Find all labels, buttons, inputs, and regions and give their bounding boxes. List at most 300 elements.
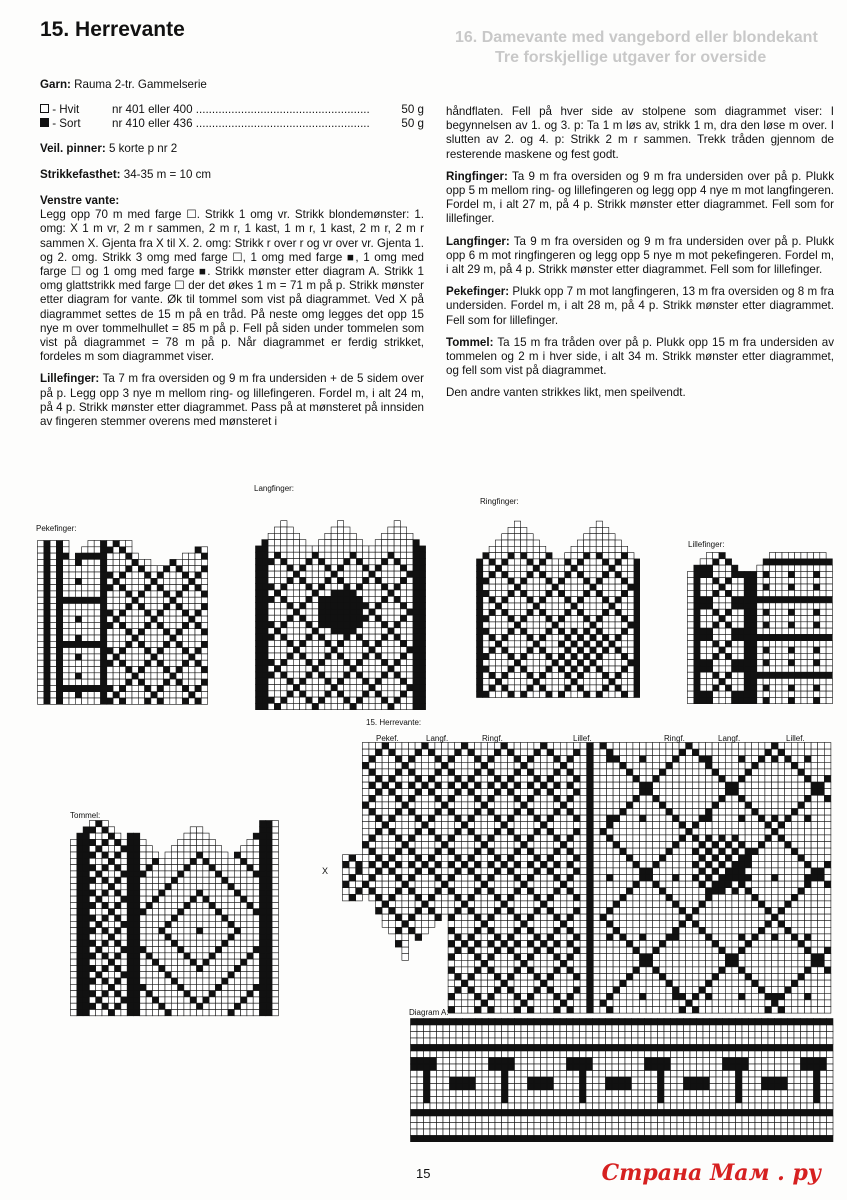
chart-cell: [272, 953, 278, 959]
chart-cell: [565, 565, 571, 571]
chart-cell: [388, 703, 394, 709]
chart-cell: [502, 534, 508, 540]
chart-cell: [763, 590, 769, 596]
chart-cell: [732, 815, 739, 822]
chart-cell: [171, 934, 177, 940]
chart-cell: [692, 769, 699, 776]
chart-cell: [215, 978, 221, 984]
chart-cell: [241, 972, 247, 978]
chart-cell: [96, 965, 102, 971]
chart-cell: [659, 861, 666, 868]
chart-cell: [63, 679, 69, 685]
chart-cell: [814, 597, 820, 603]
chart-cell: [514, 756, 521, 763]
chart-cell: [826, 691, 832, 697]
chart-cell: [300, 596, 306, 602]
chart-cell: [435, 743, 442, 750]
chart-cell: [688, 647, 694, 653]
chart-cell: [628, 559, 634, 565]
chart-cell: [132, 629, 138, 635]
chart-cell: [195, 585, 201, 591]
chart-cell: [138, 667, 144, 673]
chart-cell: [692, 776, 699, 783]
chart-cell: [778, 842, 785, 849]
chart-cell: [319, 647, 325, 653]
chart-cell: [394, 640, 400, 646]
chart-cell: [646, 835, 653, 842]
chart-cell: [382, 584, 388, 590]
chart-cell: [419, 647, 425, 653]
chart-cell: [508, 653, 514, 659]
chart-cell: [83, 871, 89, 877]
chart-cell: [534, 848, 541, 855]
chart-cell: [126, 604, 132, 610]
chart-cell: [621, 685, 627, 691]
chart-cell: [461, 802, 468, 809]
chart-cell: [281, 590, 287, 596]
chart-cell: [293, 546, 299, 552]
chart-cell: [428, 835, 435, 842]
chart-cell: [801, 571, 807, 577]
chart-cell: [407, 552, 413, 558]
chart-cell: [527, 756, 534, 763]
chart-cell: [603, 622, 609, 628]
chart-cell: [407, 609, 413, 615]
chart-cell: [50, 692, 56, 698]
chart-cell: [596, 559, 602, 565]
chart-cell: [178, 959, 184, 965]
chart-cell: [268, 540, 274, 546]
chart-cell: [502, 546, 508, 552]
chart-cell: [428, 782, 435, 789]
chart-cell: [407, 659, 413, 665]
chart-cell: [455, 749, 462, 756]
chart-cell: [215, 997, 221, 1003]
chart-cell: [615, 647, 621, 653]
chart-cell: [268, 546, 274, 552]
chart-cell: [508, 815, 515, 822]
chart-cell: [634, 597, 640, 603]
chart-cell: [502, 666, 508, 672]
chart-cell: [558, 603, 564, 609]
chart-cell: [621, 584, 627, 590]
chart-cell: [502, 603, 508, 609]
chart-cell: [552, 660, 558, 666]
chart-cell: [96, 890, 102, 896]
white-square-icon: [40, 104, 49, 113]
chart-cell: [382, 815, 389, 822]
chart-cell: [337, 628, 343, 634]
chart-cell: [234, 884, 240, 890]
chart-cell: [419, 634, 425, 640]
chart-cell: [415, 802, 422, 809]
chart-cell: [508, 597, 514, 603]
chart-cell: [402, 828, 409, 835]
chart-cell: [115, 991, 121, 997]
chart-cell: [495, 584, 501, 590]
chart-cell: [312, 559, 318, 565]
chart-cell: [134, 965, 140, 971]
chart-cell: [533, 603, 539, 609]
chart-cell: [388, 678, 394, 684]
chart-cell: [71, 865, 77, 871]
chart-cell: [375, 552, 381, 558]
chart-cell: [356, 577, 362, 583]
chart-cell: [428, 756, 435, 763]
chart-cell: [820, 622, 826, 628]
chart-cell: [94, 673, 100, 679]
chart-cell: [209, 909, 215, 915]
chart-cell: [138, 610, 144, 616]
chart-cell: [50, 679, 56, 685]
chart-cell: [501, 861, 508, 868]
chart-cell: [126, 635, 132, 641]
chart-cell: [394, 653, 400, 659]
chart-cell: [107, 610, 113, 616]
chart-cell: [521, 749, 528, 756]
chart-cell: [409, 861, 416, 868]
chart-cell: [732, 679, 738, 685]
chart-cell: [738, 697, 744, 703]
chart-cell: [738, 679, 744, 685]
chart-cell: [765, 842, 772, 849]
chart-cell: [732, 660, 738, 666]
chart-cell: [293, 622, 299, 628]
chart-cell: [165, 978, 171, 984]
chart-cell: [769, 553, 775, 559]
chart-cell: [805, 769, 812, 776]
chart-cell: [409, 776, 416, 783]
chart-cell: [247, 978, 253, 984]
chart-cell: [38, 692, 44, 698]
chart-cell: [344, 672, 350, 678]
chart-cell: [266, 953, 272, 959]
chart-cell: [256, 552, 262, 558]
chart-cell: [376, 868, 383, 875]
yarn-row: [40, 103, 424, 117]
chart-cell: [260, 827, 266, 833]
chart-cell: [495, 616, 501, 622]
chart-cell: [574, 769, 581, 776]
chart-cell: [89, 833, 95, 839]
chart-cell: [483, 559, 489, 565]
chart-cell: [395, 828, 402, 835]
chart-cell: [138, 622, 144, 628]
chart-cell: [805, 861, 812, 868]
chart-cell: [96, 953, 102, 959]
chart-cell: [706, 795, 713, 802]
chart-cell: [287, 653, 293, 659]
chart-cell: [344, 559, 350, 565]
chart-cell: [115, 909, 121, 915]
chart-cell: [395, 822, 402, 829]
chart-cell: [615, 572, 621, 578]
chart-cell: [400, 659, 406, 665]
chart-cell: [182, 692, 188, 698]
chart-cell: [814, 679, 820, 685]
chart-cell: [319, 596, 325, 602]
chart-cell: [778, 762, 785, 769]
chart-cell: [203, 978, 209, 984]
chart-cell: [534, 769, 541, 776]
chart-cell: [344, 685, 350, 691]
chart-cell: [209, 902, 215, 908]
chart-cell: [83, 865, 89, 871]
chart-cell: [281, 552, 287, 558]
chart-cell: [274, 546, 280, 552]
chart-cell: [732, 861, 739, 868]
chart-cell: [71, 846, 77, 852]
chart-cell: [646, 789, 653, 796]
chart-cell: [574, 762, 581, 769]
chart-cell: [331, 703, 337, 709]
chart-cell: [521, 743, 528, 750]
chart-cell: [609, 691, 615, 697]
chart-cell: [540, 635, 546, 641]
chart-cell: [325, 609, 331, 615]
chart-cell: [262, 546, 268, 552]
chart-cell: [791, 835, 798, 842]
chart-cell: [527, 546, 533, 552]
chart-cell: [350, 697, 356, 703]
chart-cell: [189, 641, 195, 647]
chart-cell: [621, 590, 627, 596]
chart-cell: [483, 584, 489, 590]
chart-cell: [615, 672, 621, 678]
chart-cell: [584, 603, 590, 609]
chart-cell: [739, 815, 746, 822]
chart-cell: [527, 769, 534, 776]
chart-cell: [615, 666, 621, 672]
chart-cell: [146, 984, 152, 990]
chart-cell: [178, 858, 184, 864]
chart-cell: [69, 622, 75, 628]
chart-cell: [442, 795, 449, 802]
chart-cell: [306, 559, 312, 565]
chart-cell: [71, 1010, 77, 1016]
chart-cell: [140, 972, 146, 978]
chart-cell: [195, 591, 201, 597]
chart-cell: [77, 890, 83, 896]
chart-cell: [772, 855, 779, 862]
chart-cell: [765, 769, 772, 776]
chart-cell: [182, 622, 188, 628]
chart-cell: [634, 660, 640, 666]
chart-cell: [571, 572, 577, 578]
chart-cell: [413, 647, 419, 653]
chart-cell: [115, 865, 121, 871]
chart-cell: [738, 672, 744, 678]
chart-cell: [489, 572, 495, 578]
chart-cell: [694, 578, 700, 584]
chart-cell: [527, 628, 533, 634]
chart-cell: [253, 940, 259, 946]
chart-cell: [461, 815, 468, 822]
chart-cell: [402, 842, 409, 849]
chart-cell: [688, 679, 694, 685]
chart-cell: [577, 578, 583, 584]
chart-cell: [256, 666, 262, 672]
chart-cell: [362, 835, 369, 842]
chart-cell: [633, 776, 640, 783]
chart-cell: [413, 628, 419, 634]
chart-cell: [574, 868, 581, 875]
chart-cell: [613, 809, 620, 816]
chart-cell: [442, 749, 449, 756]
chart-cell: [331, 640, 337, 646]
chart-cell: [75, 604, 81, 610]
chart-cell: [201, 673, 207, 679]
chart-cell: [75, 597, 81, 603]
chart-cell: [102, 934, 108, 940]
chart-cell: [256, 691, 262, 697]
chart-cell: [89, 884, 95, 890]
chart-cell: [182, 629, 188, 635]
chart-cell: [369, 577, 375, 583]
chart-cell: [468, 861, 475, 868]
chart-cell: [659, 762, 666, 769]
chart-cell: [521, 685, 527, 691]
chart-cell: [107, 547, 113, 553]
chart-cell: [527, 565, 533, 571]
chart-cell: [603, 609, 609, 615]
chart-cell: [356, 590, 362, 596]
chart-cell: [164, 585, 170, 591]
chart-cell: [151, 660, 157, 666]
chart-cell: [814, 628, 820, 634]
chart-cell: [94, 698, 100, 704]
chart-cell: [88, 698, 94, 704]
chart-cell: [609, 653, 615, 659]
chart-cell: [489, 590, 495, 596]
chart-cell: [157, 641, 163, 647]
chart-cell: [256, 590, 262, 596]
chart-cell: [222, 852, 228, 858]
chart-cell: [621, 597, 627, 603]
chart-cell: [571, 546, 577, 552]
chart-cell: [312, 634, 318, 640]
chart-cell: [132, 572, 138, 578]
chart-cell: [621, 647, 627, 653]
chart-cell: [195, 679, 201, 685]
chart-cell: [700, 679, 706, 685]
chart-cell: [281, 640, 287, 646]
chart-cell: [534, 842, 541, 849]
chart-cell: [713, 672, 719, 678]
chart-cell: [719, 789, 726, 796]
chart-cell: [751, 578, 757, 584]
chart-cell: [56, 547, 62, 553]
chart-cell: [494, 855, 501, 862]
chart-cell: [38, 578, 44, 584]
chart-cell: [88, 610, 94, 616]
chart-cell: [121, 865, 127, 871]
chart-cell: [757, 697, 763, 703]
chart-cell: [165, 852, 171, 858]
chart-cell: [209, 1003, 215, 1009]
chart-cell: [126, 616, 132, 622]
chart-cell: [621, 572, 627, 578]
chart-cell: [369, 640, 375, 646]
chart-cell: [203, 846, 209, 852]
chart-cell: [157, 654, 163, 660]
chart-cell: [268, 691, 274, 697]
chart-cell: [400, 622, 406, 628]
chart-cell: [475, 828, 482, 835]
chart-cell: [527, 762, 534, 769]
chart-cell: [801, 590, 807, 596]
chart-cell: [527, 584, 533, 590]
chart-cell: [82, 667, 88, 673]
chart-cell: [300, 546, 306, 552]
chart-cell: [197, 978, 203, 984]
chart-cell: [719, 697, 725, 703]
chart-cell: [738, 571, 744, 577]
chart-cell: [609, 603, 615, 609]
chart-cell: [394, 666, 400, 672]
chart-cell: [653, 861, 660, 868]
chart-cell: [688, 653, 694, 659]
chart-cell: [534, 743, 541, 750]
chart-cell: [107, 698, 113, 704]
chart-cell: [772, 809, 779, 816]
chart-cell: [757, 647, 763, 653]
chart-cell: [596, 660, 602, 666]
chart-cell: [508, 540, 514, 546]
chart-cell: [126, 559, 132, 565]
chart-cell: [699, 809, 706, 816]
chart-cell: [127, 934, 133, 940]
chart-cell: [560, 743, 567, 750]
chart-cell: [201, 597, 207, 603]
chart-cell: [752, 756, 759, 763]
chart-cell: [134, 1003, 140, 1009]
chart-cell: [268, 697, 274, 703]
chart-cell: [260, 852, 266, 858]
chart-cell: [260, 821, 266, 827]
chart-cell: [256, 615, 262, 621]
chart-cell: [475, 822, 482, 829]
chart-cell: [260, 947, 266, 953]
chart-cell: [533, 590, 539, 596]
chart-cell: [138, 572, 144, 578]
chart-cell: [489, 660, 495, 666]
chart-cell: [603, 590, 609, 596]
chart-cell: [634, 578, 640, 584]
chart-cell: [521, 835, 528, 842]
chart-cell: [115, 846, 121, 852]
chart-cell: [38, 667, 44, 673]
chart-cell: [495, 546, 501, 552]
chart-cell: [502, 628, 508, 634]
chart-cell: [744, 609, 750, 615]
chart-cell: [791, 795, 798, 802]
chart-cell: [502, 609, 508, 615]
chart-cell: [567, 802, 574, 809]
chart-cell: [241, 928, 247, 934]
chart-cell: [75, 572, 81, 578]
chart-cell: [369, 666, 375, 672]
chart-cell: [554, 776, 561, 783]
chart-cell: [527, 749, 534, 756]
chart-cell: [560, 855, 567, 862]
chart-cell: [402, 743, 409, 750]
chart-cell: [744, 653, 750, 659]
chart-cell: [152, 928, 158, 934]
chart-cell: [375, 559, 381, 565]
chart-cell: [560, 822, 567, 829]
chart-cell: [350, 559, 356, 565]
